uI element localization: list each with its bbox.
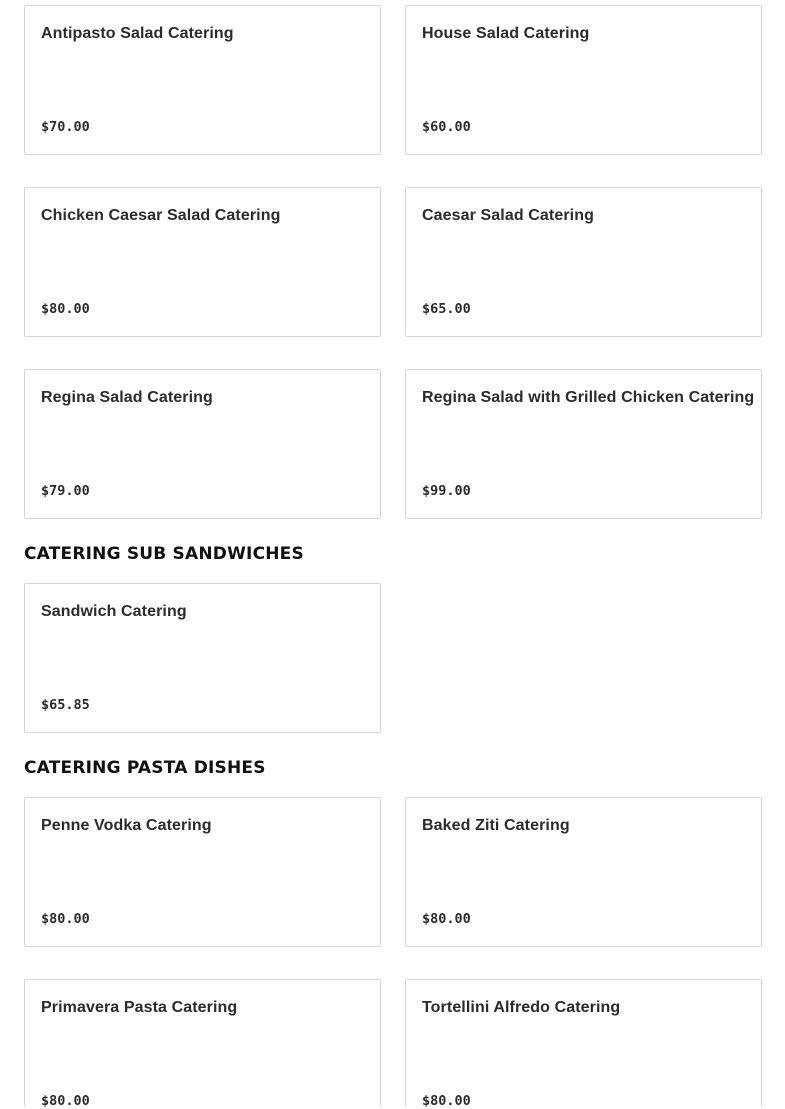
menu-item-name: Baked Ziti Catering (422, 817, 570, 834)
menu-item-price: $80.00 (422, 911, 471, 927)
menu-item-card[interactable] (405, 797, 762, 947)
section-title-sub-sandwiches: CATERING SUB SANDWICHES (24, 544, 304, 564)
menu-item-name: Sandwich Catering (41, 603, 187, 620)
menu-item-price: $80.00 (422, 1093, 471, 1109)
menu-item-price: $70.00 (41, 119, 90, 135)
menu-item-name: Chicken Caesar Salad Catering (41, 207, 281, 224)
menu-item-price: $80.00 (41, 1093, 90, 1109)
menu-item-card[interactable] (24, 5, 381, 155)
menu-item-price: $60.00 (422, 119, 471, 135)
menu-item-price: $80.00 (41, 911, 90, 927)
menu-item-name: Antipasto Salad Catering (41, 25, 234, 42)
menu-item-card[interactable] (24, 797, 381, 947)
menu-item-card[interactable] (405, 369, 762, 519)
menu-item-card[interactable] (24, 979, 381, 1107)
section-title-pasta-dishes: CATERING PASTA DISHES (24, 758, 266, 778)
menu-item-name: Tortellini Alfredo Catering (422, 999, 621, 1016)
menu-item-price: $65.00 (422, 301, 471, 317)
menu-item-name: Penne Vodka Catering (41, 817, 212, 834)
menu-item-name: Regina Salad with Grilled Chicken Catering (422, 389, 755, 406)
menu-item-price: $79.00 (41, 483, 90, 499)
menu-item-card[interactable] (24, 187, 381, 337)
menu-item-price: $80.00 (41, 301, 90, 317)
menu-item-name: Caesar Salad Catering (422, 207, 594, 224)
menu-item-name: House Salad Catering (422, 25, 590, 42)
menu-item-card[interactable] (405, 979, 762, 1107)
menu-item-price: $99.00 (422, 483, 471, 499)
menu-item-name: Primavera Pasta Catering (41, 999, 238, 1016)
menu-item-price: $65.85 (41, 697, 90, 713)
menu-item-card[interactable] (24, 583, 381, 733)
menu-item-card[interactable] (405, 187, 762, 337)
menu-item-card[interactable] (405, 5, 762, 155)
menu-item-card[interactable] (24, 369, 381, 519)
menu-item-name: Regina Salad Catering (41, 389, 213, 406)
